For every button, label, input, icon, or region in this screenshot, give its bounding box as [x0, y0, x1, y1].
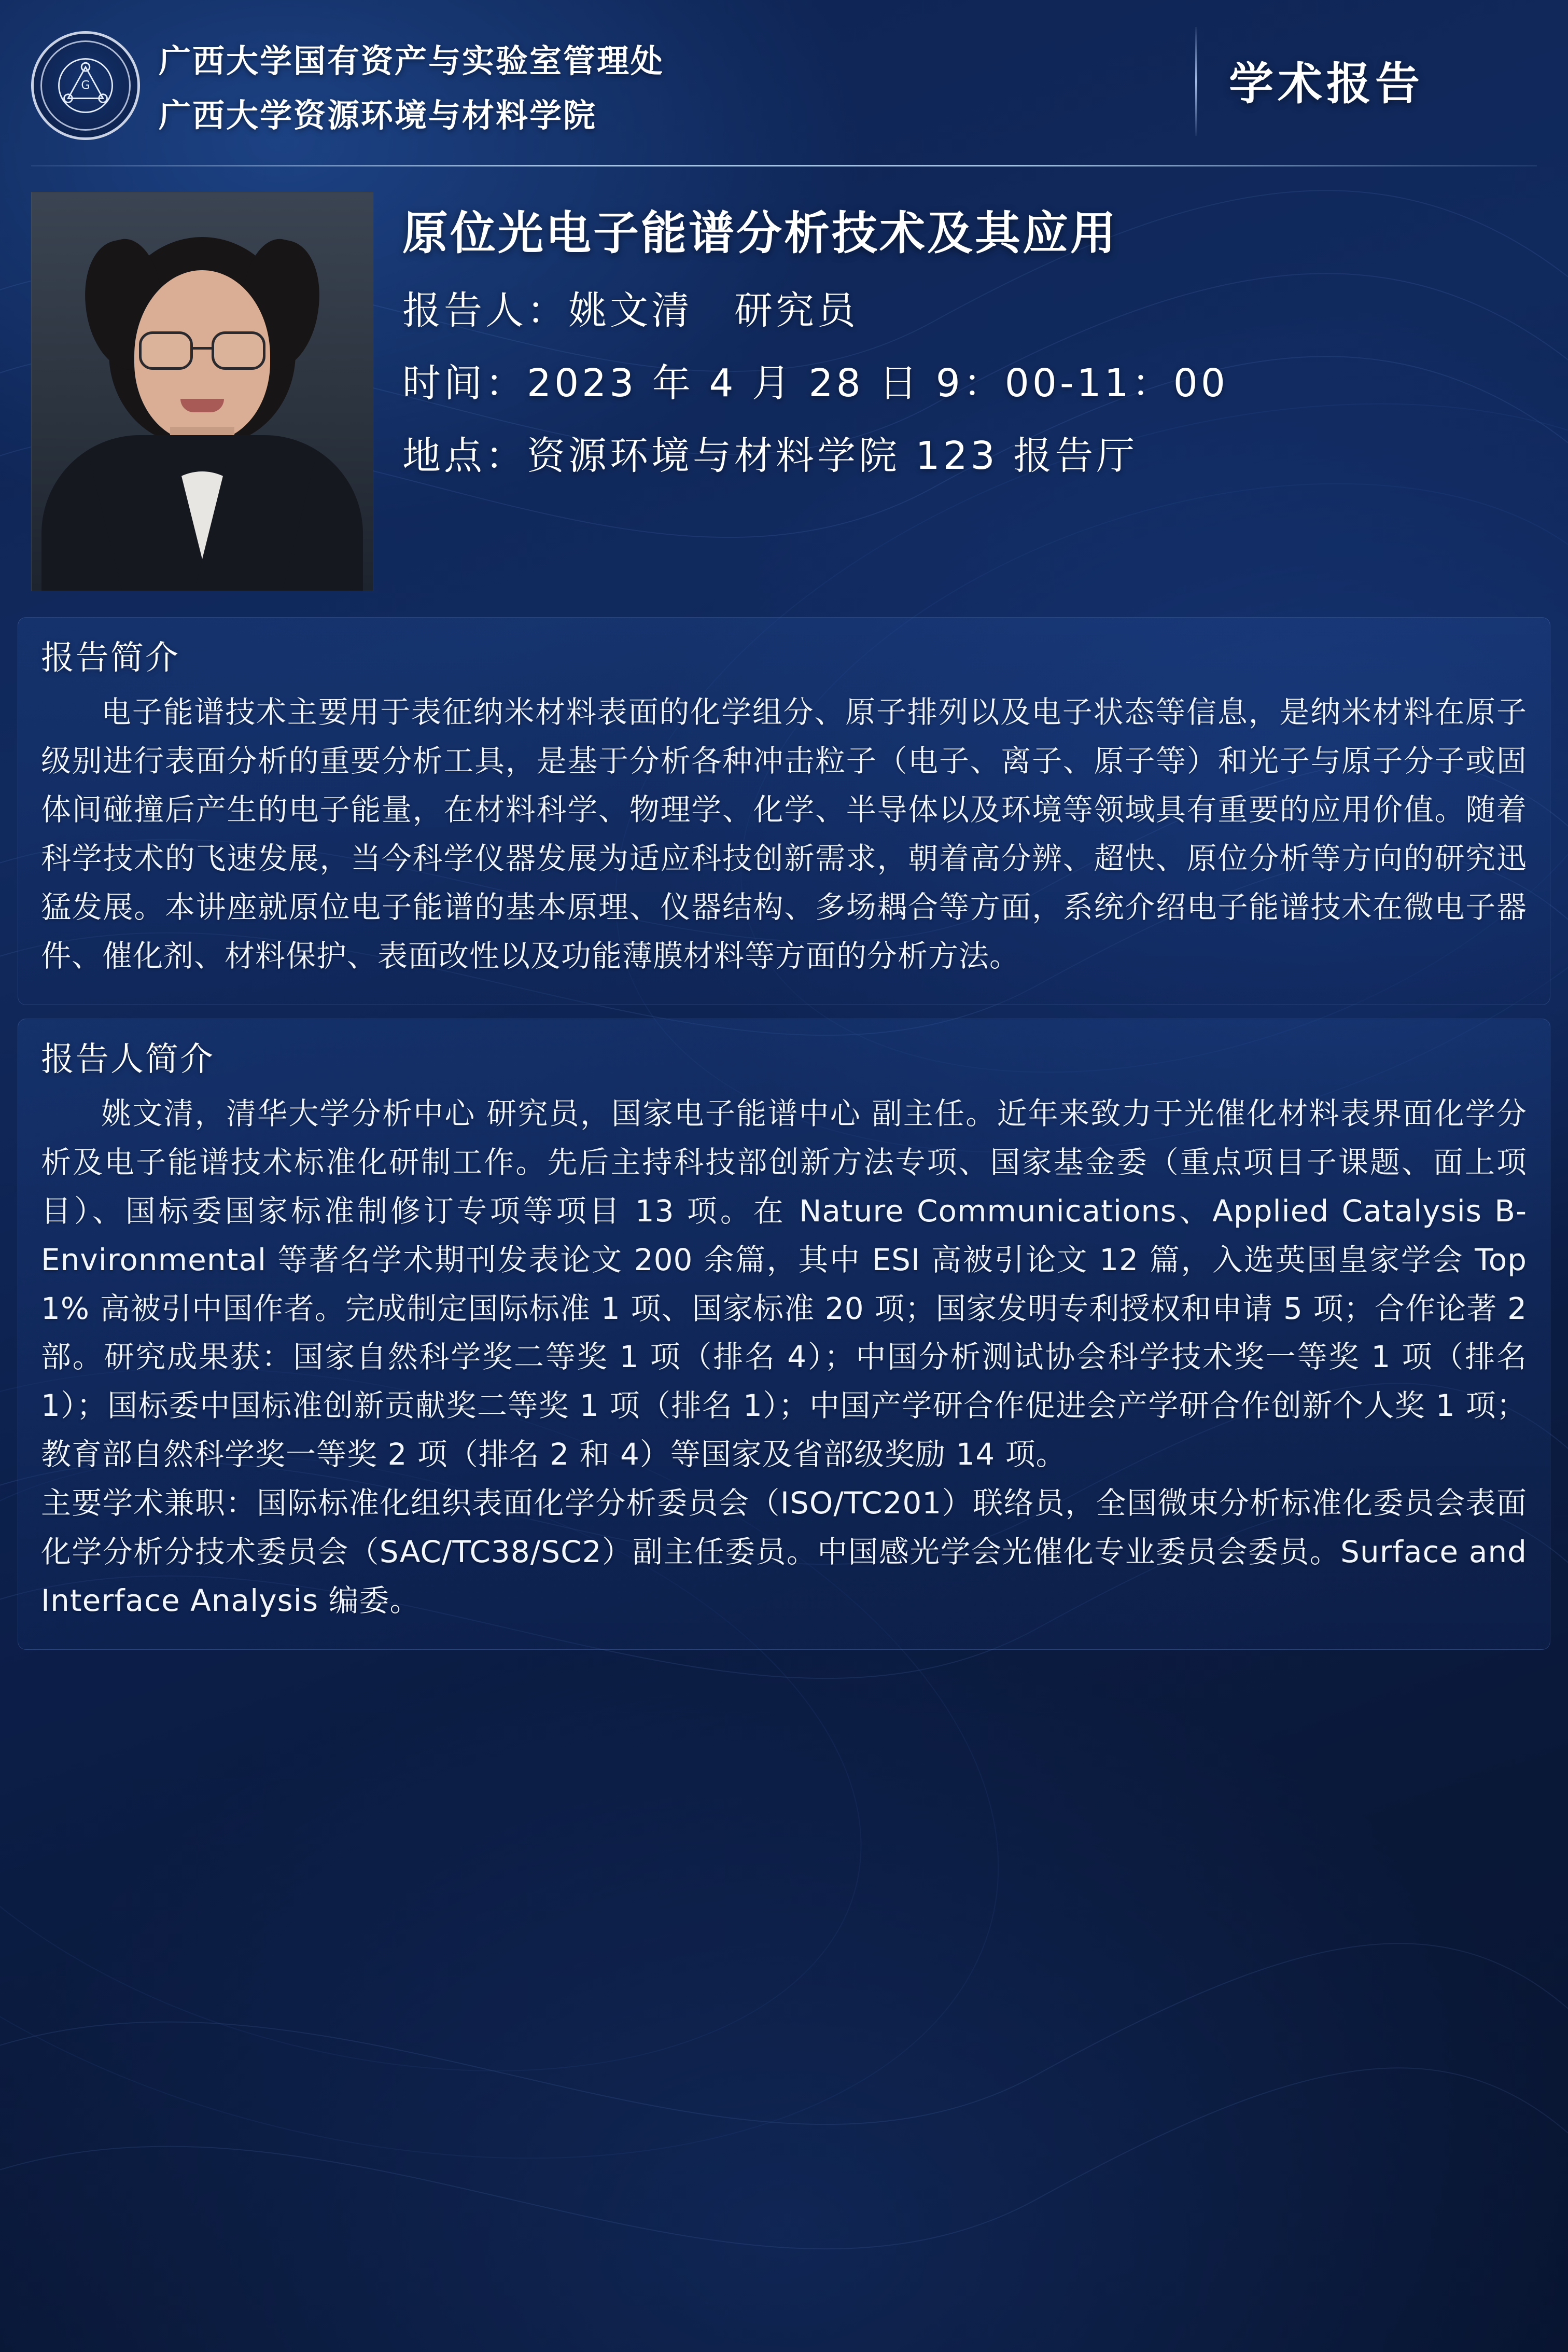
talk-time: 时间：2023 年 4 月 28 日 9：00-11：00: [402, 361, 1228, 406]
bio-panel: [18, 1019, 1550, 1650]
poster-header: [0, 0, 1568, 171]
speaker-block: [0, 171, 1568, 617]
bio-heading: 报告人简介: [41, 1040, 215, 1079]
org-line-2: 广西大学资源环境与材料学院: [159, 96, 597, 134]
abstract-text: 电子能谱技术主要用于表征纳米材料表面的化学组分、原子排列以及电子状态等信息，是纳米材料在原子级别进行表面分析的重要分析工具，是基于分析各种冲击粒子（电子、离子、原子等）和光子与原子分子或固体间碰撞后产生的电子能量，在材料科学、物理学、化学、半导体以及环境等领域具有重要的应用价值。随着科学技术的飞速发展，当今科学仪器发展为适应科技创新需求，朝着高分辨、超快、原位分析等方向的研究迅猛发展。本讲座就原位电子能谱的基本原理、仪器结构、多场耦合等方面，系统介绍电子能谱技术在微电子器件、催化剂、材料保护、表面改性以及功能薄膜材料等方面的分析方法。: [41, 694, 1527, 973]
bio-body: [41, 1090, 1527, 1625]
talk-speaker: 报告人：姚文清 研究员: [402, 288, 859, 333]
header-badge: 学术报告: [1229, 58, 1424, 110]
talk-venue: 地点：资源环境与材料学院 123 报告厅: [402, 434, 1138, 478]
talk-info: [373, 192, 1537, 617]
university-seal-logo: [31, 31, 140, 140]
org-line-1: 广西大学国有资产与实验室管理处: [159, 42, 665, 80]
abstract-heading: 报告简介: [41, 639, 180, 677]
talk-title: 原位光电子能谱分析技术及其应用: [402, 206, 1118, 260]
header-horizontal-rule: [31, 165, 1537, 166]
seal-emblem-icon: [57, 57, 115, 115]
bio-paragraph-1: 姚文清，清华大学分析中心 研究员，国家电子能谱中心 副主任。近年来致力于光催化材料表界面化学分析及电子能谱技术标准化研制工作。先后主持科技部创新方法专项、国家基金委（重点项目子课题、面上项目）、国标委国家标准制修订专项等项目 13 项。在 Nature Communications、Applied Catalysis B-Environmental 等著名学术期刊发表论文 200 余篇，其中 ESI 高被引论文 12 篇，入选英国皇家学会 Top 1% 高被引中国作者。完成制定国际标准 1 项、国家标准 20 项；国家发明专利授权和申请 5 项；合作论著 2 部。研究成果获：国家自然科学奖二等奖 1 项（排名 4）；中国分析测试协会科学技术奖一等奖 1 项（排名 1）；国标委中国标准创新贡献奖二等奖 1 项（排名 1）；中国产学研合作促进会产学研合作创新个人奖 1 项；教育部自然科学奖一等奖 2 项（排名 2 和 4）等国家及省部级奖励 14 项。: [41, 1095, 1527, 1472]
bio-paragraph-2: 主要学术兼职：国际标准化组织表面化学分析委员会（ISO/TC201）联络员，全国微束分析标准化委员会表面化学分析分技术委员会（SAC/TC38/SC2）副主任委员。中国感光学会光催化专业委员会委员。Surface and Interface Analysis 编委。: [41, 1485, 1527, 1619]
abstract-body: [41, 688, 1527, 981]
abstract-panel: [18, 617, 1550, 1005]
speaker-portrait: [31, 192, 373, 591]
header-org-titles: [159, 35, 664, 136]
svg-text:G: G: [81, 78, 90, 92]
header-vertical-divider: [1195, 27, 1197, 136]
